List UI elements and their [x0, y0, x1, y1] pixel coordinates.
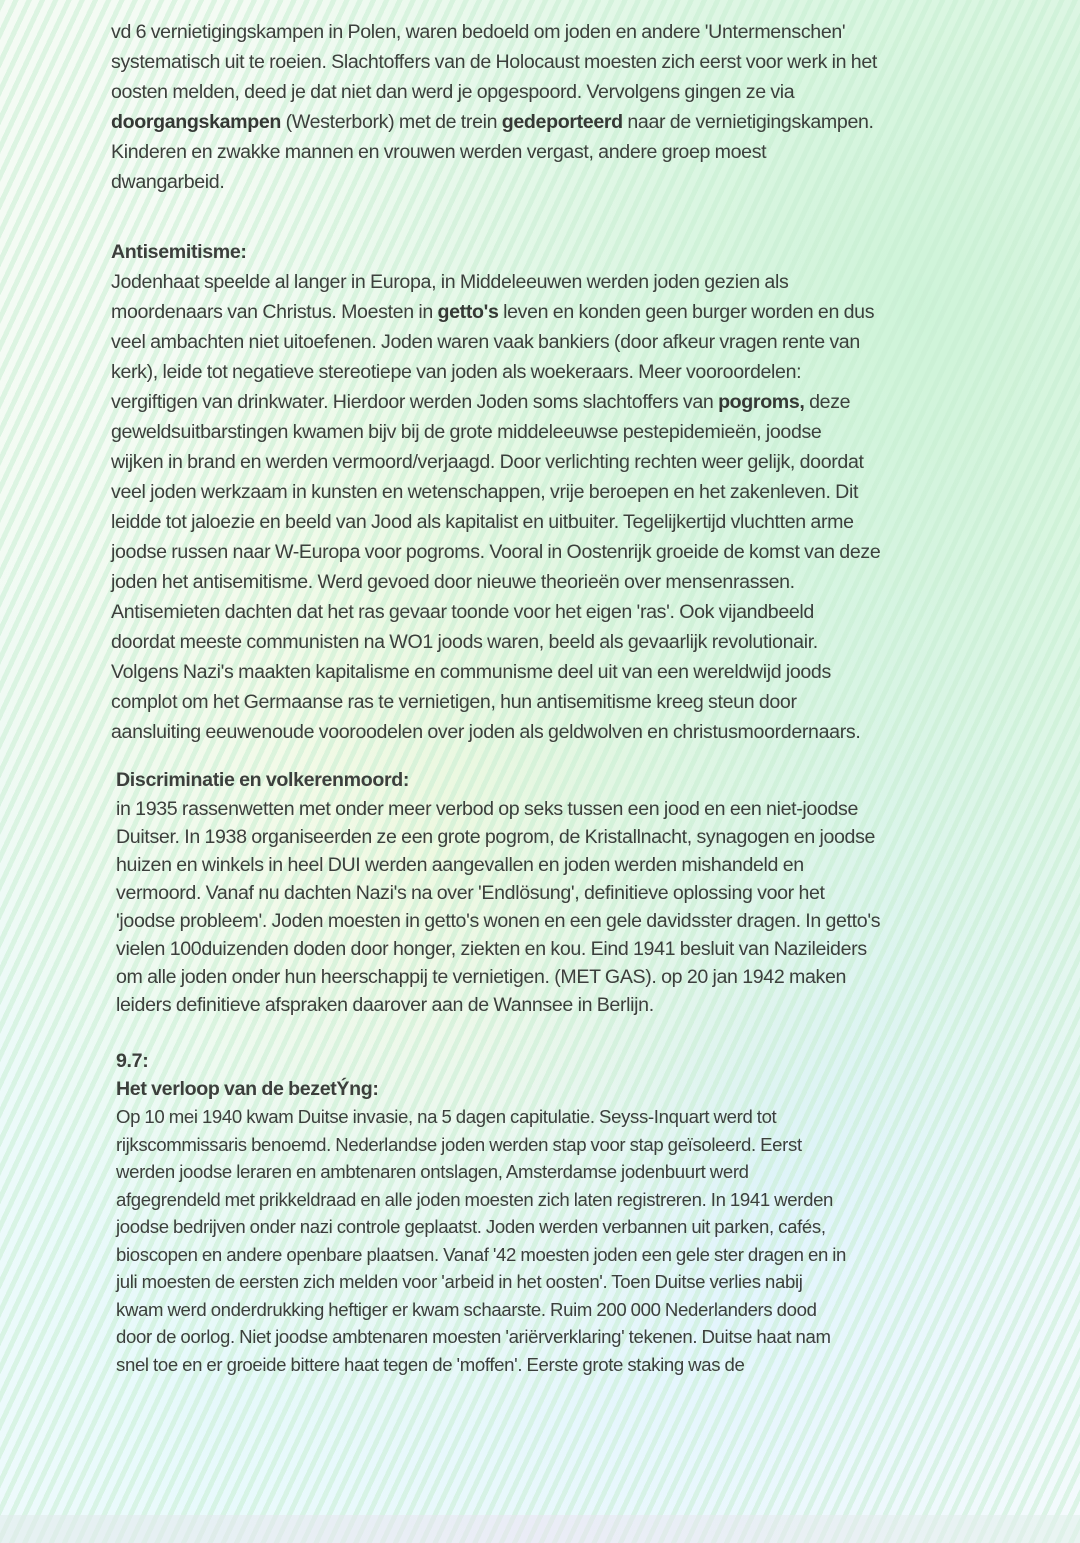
text-run: leiders definitieve afspraken daarover aan de Wannsee in Berlijn. [116, 994, 654, 1016]
section-9-7 [116, 1047, 1076, 1378]
text-line [116, 1268, 1076, 1296]
text-line [116, 991, 1076, 1019]
text-line [111, 297, 1071, 327]
text-run: deze [804, 391, 851, 413]
discriminatie-paragraph [116, 795, 1076, 1019]
text-run: Jodenhaat speelde al langer in Europa, in Middeleeuwen werden joden gezien als [111, 271, 789, 293]
text-run: moordenaars van Christus. Moesten in [111, 301, 438, 323]
text-line [111, 137, 1071, 167]
bold-term: gedeporteerd [501, 111, 623, 133]
text-line [111, 267, 1071, 297]
text-run: complot om het Germaanse ras te vernietigen, hun antisemitisme kreeg steun door [111, 691, 797, 713]
bold-term: doorgangskampen [111, 111, 282, 133]
text-line [111, 717, 1071, 747]
photo-edge-strip [0, 1515, 1080, 1543]
text-run: vergiftigen van drinkwater. Hierdoor werden Joden soms slachtoffers van [111, 391, 719, 413]
text-line [111, 357, 1071, 387]
text-line [116, 963, 1076, 991]
text-line [111, 107, 1071, 137]
text-run: leidde tot jaloezie en beeld van Jood als kapitalist en uitbuiter. Tegelijkertijd vluchtten arme [111, 511, 854, 533]
section-heading: Het verloop van de bezetÝng: [116, 1078, 379, 1100]
text-line [116, 1323, 1076, 1351]
text-run: snel toe en er groeide bittere haat tegen de 'moffen'. Eerste grote staking was de [116, 1353, 745, 1375]
text-line [111, 77, 1071, 107]
bezetting-paragraph [116, 1103, 1076, 1378]
text-run: naar de vernietigingskampen. [622, 111, 874, 133]
text-run: juli moesten de eersten zich melden voor 'arbeid in het oosten'. Toen Duitse verlies nabij [116, 1271, 803, 1292]
text-run: wijken in brand en werden vermoord/verjaagd. Door verlichting rechten weer gelijk, doordat [111, 451, 864, 473]
text-line [111, 387, 1071, 417]
text-line [111, 657, 1071, 687]
text-line [116, 907, 1076, 935]
text-line [111, 567, 1071, 597]
text-line [111, 537, 1071, 567]
text-run: Kinderen en zwakke mannen en vrouwen werden vergast, andere groep moest [111, 141, 767, 163]
text-line [116, 1351, 1076, 1379]
section-heading: Discriminatie en volkerenmoord: [116, 769, 410, 791]
text-run: Op 10 mei 1940 kwam Duitse invasie, na 5 dagen capitulatie. Seyss-Inquart werd tot [116, 1106, 777, 1127]
text-run: joden het antisemitisme. Werd gevoed door nieuwe theorieën over mensenrassen. [111, 571, 795, 593]
section-discriminatie [116, 765, 1076, 1019]
text-run: vermoord. Vanaf nu dachten Nazi's na over 'Endlösung', definitieve oplossing voor het [116, 882, 825, 904]
text-line [111, 17, 1071, 47]
bold-term: getto's [437, 301, 499, 323]
text-run: joodse russen naar W-Europa voor pogroms. Vooral in Oostenrijk groeide de komst van deze [111, 541, 881, 563]
text-run: rijkscommissaris benoemd. Nederlandse joden werden stap voor stap geïsoleerd. Eerst [116, 1133, 802, 1155]
text-run: veel joden werkzaam in kunsten en wetenschappen, vrije beroepen en het zakenleven. Dit [111, 481, 859, 503]
section-heading: Antisemitisme: [111, 241, 247, 263]
text-line [116, 823, 1076, 851]
text-line [116, 1103, 1076, 1131]
text-run: om alle joden onder hun heerschappij te vernietigen. (MET GAS). op 20 jan 1942 maken [116, 966, 847, 988]
bold-term: pogroms, [718, 391, 805, 413]
text-run: veel ambachten niet uitoefenen. Joden waren vaak bankiers (door afkeur vragen rente van [111, 331, 860, 353]
text-run: werden joodse leraren en ambtenaren ontslagen, Amsterdamse jodenbuurt werd [116, 1161, 749, 1182]
text-run: joodse bedrijven onder nazi controle geplaatst. Joden werden verbannen uit parken, cafés, [116, 1216, 826, 1237]
text-run: Duitser. In 1938 organiseerden ze een grote pogrom, de Kristallnacht, synagogen en joodse [116, 826, 876, 848]
text-line [111, 327, 1071, 357]
text-run: vielen 100duizenden doden door honger, ziekten en kou. Eind 1941 besluit van Nazileiders [116, 938, 867, 960]
text-run: dwangarbeid. [111, 171, 225, 193]
text-line [111, 417, 1071, 447]
text-run: door de oorlog. Niet joodse ambtenaren moesten 'ariërverklaring' tekenen. Duitse haat nam [116, 1326, 831, 1347]
text-line [116, 1131, 1076, 1159]
text-line [111, 507, 1071, 537]
text-run: geweldsuitbarstingen kwamen bijv bij de grote middeleeuwse pestepidemieën, joodse [111, 421, 822, 443]
text-run: 'joodse probleem'. Joden moesten in getto's wonen en een gele davidsster dragen. In getto's [116, 910, 881, 932]
text-run: aansluiting eeuwenoude vooroodelen over joden als geldwolven en christusmoordernaars. [111, 721, 861, 743]
text-run: afgegrendeld met prikkeldraad en alle joden moesten zich laten registreren. In 1941 werden [116, 1188, 834, 1210]
text-line [116, 1186, 1076, 1214]
text-line [116, 1296, 1076, 1324]
text-run: bioscopen en andere openbare plaatsen. Vanaf '42 moesten joden een gele ster dragen en in [116, 1243, 847, 1265]
text-line [111, 477, 1071, 507]
text-line [111, 597, 1071, 627]
text-line [111, 47, 1071, 77]
text-line [116, 935, 1076, 963]
text-line [116, 795, 1076, 823]
antisemitisme-paragraph [111, 267, 1071, 747]
text-line [116, 1213, 1076, 1241]
text-line [111, 447, 1071, 477]
text-run: in 1935 rassenwetten met onder meer verbod op seks tussen een jood en een niet-joodse [116, 798, 859, 820]
text-run: vd 6 vernietigingskampen in Polen, waren bedoeld om joden en andere 'Untermenschen' [111, 21, 846, 43]
section-number: 9.7: [116, 1050, 149, 1072]
text-run: huizen en winkels in heel DUI werden aangevallen en joden werden mishandeld en [116, 854, 804, 876]
text-run: Volgens Nazi's maakten kapitalisme en communisme deel uit van een wereldwijd joods [111, 661, 831, 683]
text-line [116, 851, 1076, 879]
text-run: leven en konden geen burger worden en dus [498, 301, 875, 323]
text-line [116, 1241, 1076, 1269]
text-line [111, 687, 1071, 717]
intro-paragraph [111, 17, 1071, 197]
text-run: (Westerbork) met de trein [281, 111, 502, 133]
text-run: Antisemieten dachten dat het ras gevaar toonde voor het eigen 'ras'. Ook vijandbeeld [111, 601, 814, 623]
text-run: kerk), leide tot negatieve stereotiepe van joden als woekeraars. Meer vooroordelen: [111, 361, 802, 383]
text-run: kwam werd onderdrukking heftiger er kwam schaarste. Ruim 200 000 Nederlanders dood [116, 1298, 817, 1320]
text-run: systematisch uit te roeien. Slachtoffers van de Holocaust moesten zich eerst voor werk in het [111, 51, 877, 73]
text-line [116, 879, 1076, 907]
text-line [116, 1158, 1076, 1186]
section-antisemitisme [111, 237, 1071, 747]
text-run: oosten melden, deed je dat niet dan werd je opgespoord. Vervolgens gingen ze via [111, 81, 795, 103]
text-line [111, 627, 1071, 657]
text-line [111, 167, 1071, 197]
text-run: doordat meeste communisten na WO1 joods waren, beeld als gevaarlijk revolutionair. [111, 631, 818, 653]
